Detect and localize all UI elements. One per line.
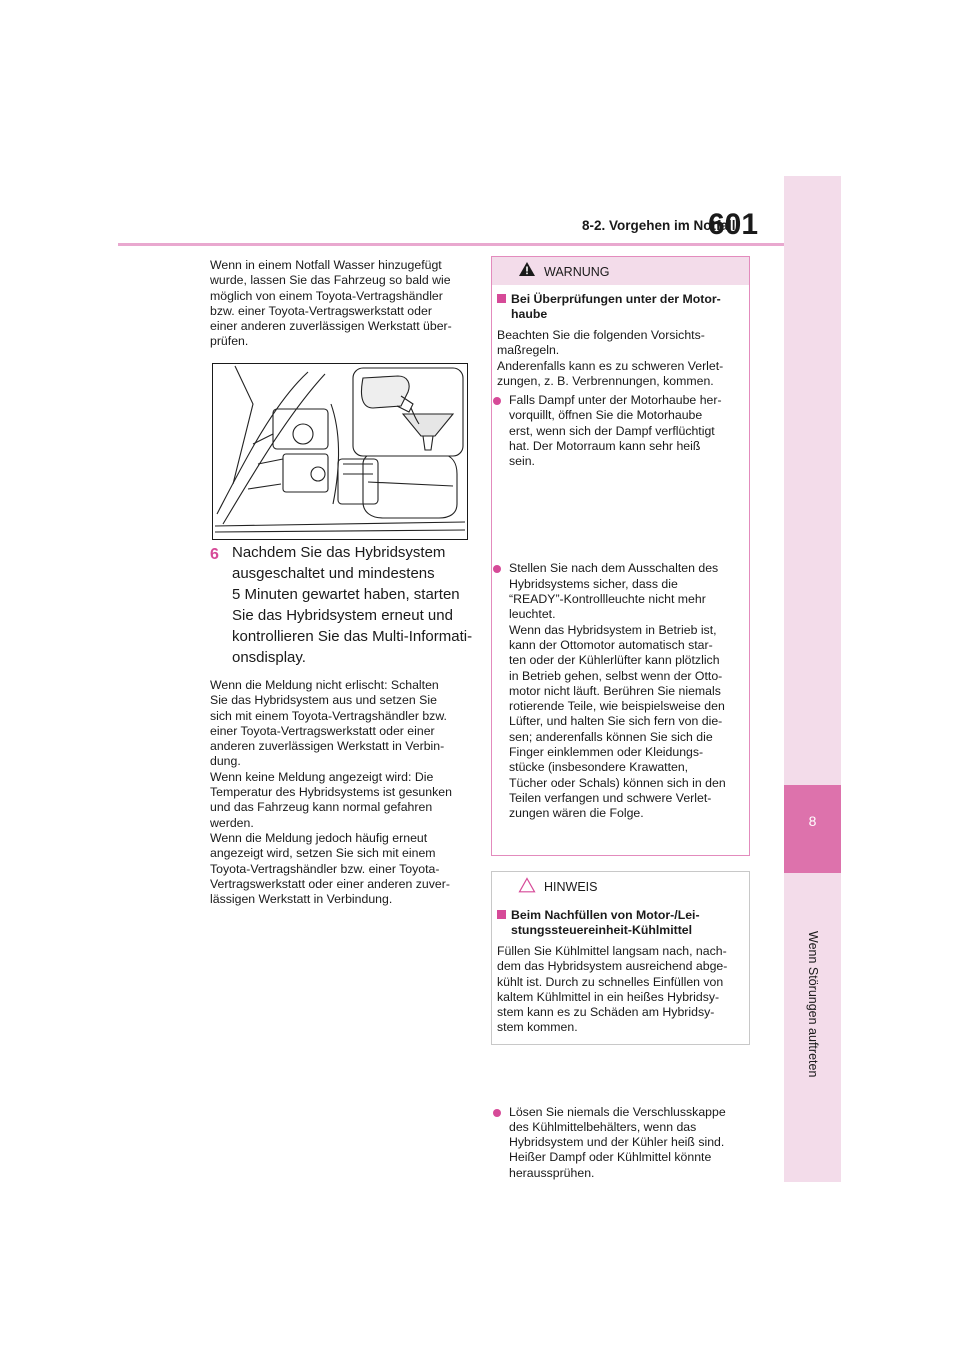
text-line: ausgeschaltet und mindestens [232, 565, 435, 582]
text-line: 5 Minuten gewartet haben, starten [232, 586, 460, 603]
text-line: einer Toyota-Vertragswerkstatt oder einer [210, 723, 435, 738]
chapter-title: Wenn Störungen auftreten [806, 931, 820, 1078]
text-line: einer anderen zuverlässigen Werkstatt über- [210, 319, 452, 334]
text-line: Sie das Hybridsystem erneut und [232, 607, 453, 624]
text-line: prüfen. [210, 334, 249, 349]
text-line: Sie das Hybridsystem aus und setzen Sie [210, 693, 437, 708]
text-line: Beachten Sie die folgenden Vorsichts- [497, 328, 705, 342]
text-line: Toyota-Vertragshändler bzw. einer Toyota- [210, 861, 440, 876]
text-line: sich mit einem Toyota-Vertragshändler bzw. [210, 708, 447, 723]
text-line: Nachdem Sie das Hybridsystem [232, 544, 446, 561]
text-line: ten oder der Kühlerlüfter kann plötzlich [509, 653, 720, 668]
square-bullet-icon [497, 294, 506, 303]
text-line: vorquillt, öffnen Sie die Motorhaube [509, 408, 703, 423]
coolant-refill-drawing [213, 364, 467, 539]
section-title: 8-2. Vorgehen im Notfall [582, 218, 736, 233]
text-line: Füllen Sie Kühlmittel langsam nach, nach- [497, 944, 727, 958]
text-line: Vertragswerkstatt oder einer anderen zuver- [210, 876, 450, 891]
heading-line-2: haube [511, 307, 548, 322]
text-line: sen; anderenfalls können Sie sich die [509, 729, 713, 744]
text-line: heraussprühen. [509, 1165, 595, 1180]
text-line: Finger einklemmen oder Kleidungs- [509, 745, 704, 760]
text-line: “READY”-Kontrollleuchte nicht mehr [509, 592, 706, 607]
bullet-dot-icon [493, 397, 501, 405]
notice-body [497, 944, 745, 1036]
text-line: Lösen Sie niemals die Verschlusskappe [509, 1104, 726, 1119]
text-line: stem kommen. [497, 1020, 578, 1035]
warning-bullet-1 [493, 393, 745, 469]
text-line: bzw. einer Toyota-Vertragswerkstatt oder [210, 303, 432, 318]
warning-triangle-icon [518, 261, 536, 282]
text-line: angezeigt wird, setzen Sie sich mit einem [210, 846, 436, 861]
page-number: 601 [708, 208, 759, 241]
heading-line-2: stungssteuereinheit-Kühlmittel [511, 923, 693, 938]
text-line: leuchtet. [509, 607, 556, 622]
header-rule [118, 243, 840, 246]
text-line: kann der Ottomotor automatisch star- [509, 637, 713, 652]
heading-line-1 [497, 292, 745, 307]
text-line: kontrollieren Sie das Multi-Informati- [232, 628, 473, 645]
text-line: Wenn keine Meldung angezeigt wird: Die [210, 769, 434, 784]
text-line: Falls Dampf unter der Motorhaube her- [509, 393, 722, 407]
text-line: Wenn in einem Notfall Wasser hinzugefügt [210, 258, 442, 272]
text-line: des Kühlmittelbehälters, wenn das [509, 1119, 697, 1134]
text-line: zungen, z. B. Verbrennungen, kommen. [497, 373, 714, 388]
text-line: Wenn die Meldung jedoch häufig erneut [210, 830, 428, 845]
text-line: Beim Nachfüllen von Motor-/Lei- [511, 908, 700, 922]
text-line: Temperatur des Hybridsystems ist gesunken [210, 785, 452, 800]
intro-paragraph [210, 258, 478, 350]
text-line: kühlt ist. Durch zu schnelles Einfüllen von [497, 974, 724, 989]
text-line: und das Fahrzeug kann normal gefahren [210, 800, 433, 815]
text-line: stem kann es zu Schäden am Hybridsy- [497, 1005, 715, 1020]
text-line: zungen wären die Folge. [509, 806, 644, 821]
text-line: maßregeln. [497, 343, 560, 358]
text-line: Wenn das Hybridsystem in Betrieb ist, [509, 622, 717, 637]
heading-line-1 [497, 908, 745, 923]
warning-title: WARNUNG [544, 265, 610, 279]
bullet-dot-icon [493, 565, 501, 573]
text-line: Heißer Dampf oder Kühlmittel könnte [509, 1150, 712, 1165]
text-line: stücke (insbesondere Krawatten, [509, 760, 689, 775]
warning-bullet-2 [493, 561, 745, 821]
text-line: kaltem Kühlmittel in ein heißes Hybridsy- [497, 989, 720, 1004]
text-line: dem das Hybridsystem ausreichend abge- [497, 959, 728, 974]
warning-heading [497, 292, 745, 323]
text-line: werden. [210, 815, 254, 830]
text-line: motor nicht läuft. Berühren Sie niemals [509, 683, 721, 698]
text-line: in Betrieb gehen, selbst wenn der Otto- [509, 668, 723, 683]
text-line: Wenn die Meldung nicht erlischt: Schalten [210, 678, 439, 692]
text-line: Bei Überprüfungen unter der Motor- [511, 292, 721, 306]
text-line: sein. [509, 454, 535, 469]
engine-bay-illustration [212, 363, 468, 540]
step-instruction [232, 542, 484, 668]
text-line: Teilen verfangen und schwere Verlet- [509, 790, 712, 805]
text-line: Stellen Sie nach dem Ausschalten des [509, 561, 719, 576]
warning-intro [497, 328, 745, 389]
outcome-paragraph [210, 678, 478, 907]
notice-heading [497, 908, 745, 939]
text-line: anderen zuverlässigen Werkstatt in Verbin- [210, 739, 445, 754]
text-line: Lüfter, und halten Sie sich fern von die- [509, 714, 723, 729]
text-line: rotierende Teile, wie beispielsweise den [509, 699, 725, 714]
text-line: lässigen Werkstatt in Verbindung. [210, 892, 393, 907]
notice-title: HINWEIS [544, 880, 598, 894]
text-line: möglich von einem Toyota-Vertragshändler [210, 288, 443, 303]
chapter-number: 8 [808, 813, 817, 829]
bullet-dot-icon [493, 1109, 501, 1117]
text-line: Tücher oder Schals) können sich in den [509, 775, 726, 790]
notice-triangle-icon [518, 877, 536, 898]
square-bullet-icon [497, 910, 506, 919]
text-line: Hybridsystem und der Kühler heiß sind. [509, 1135, 725, 1150]
text-line: wurde, lassen Sie das Fahrzeug so bald wie [210, 273, 451, 288]
chapter-tab[interactable] [784, 785, 841, 873]
warning-bullet-3 [493, 1105, 745, 1181]
text-line: dung. [210, 754, 241, 769]
text-line: erst, wenn sich der Dampf verflüchtigt [509, 423, 715, 438]
text-line: onsdisplay. [232, 649, 306, 666]
text-line: Anderenfalls kann es zu schweren Verlet- [497, 358, 724, 373]
text-line: hat. Der Motorraum kann sehr heiß [509, 438, 701, 453]
text-line: Hybridsystems sicher, dass die [509, 576, 678, 591]
step-number: 6 [210, 546, 219, 563]
